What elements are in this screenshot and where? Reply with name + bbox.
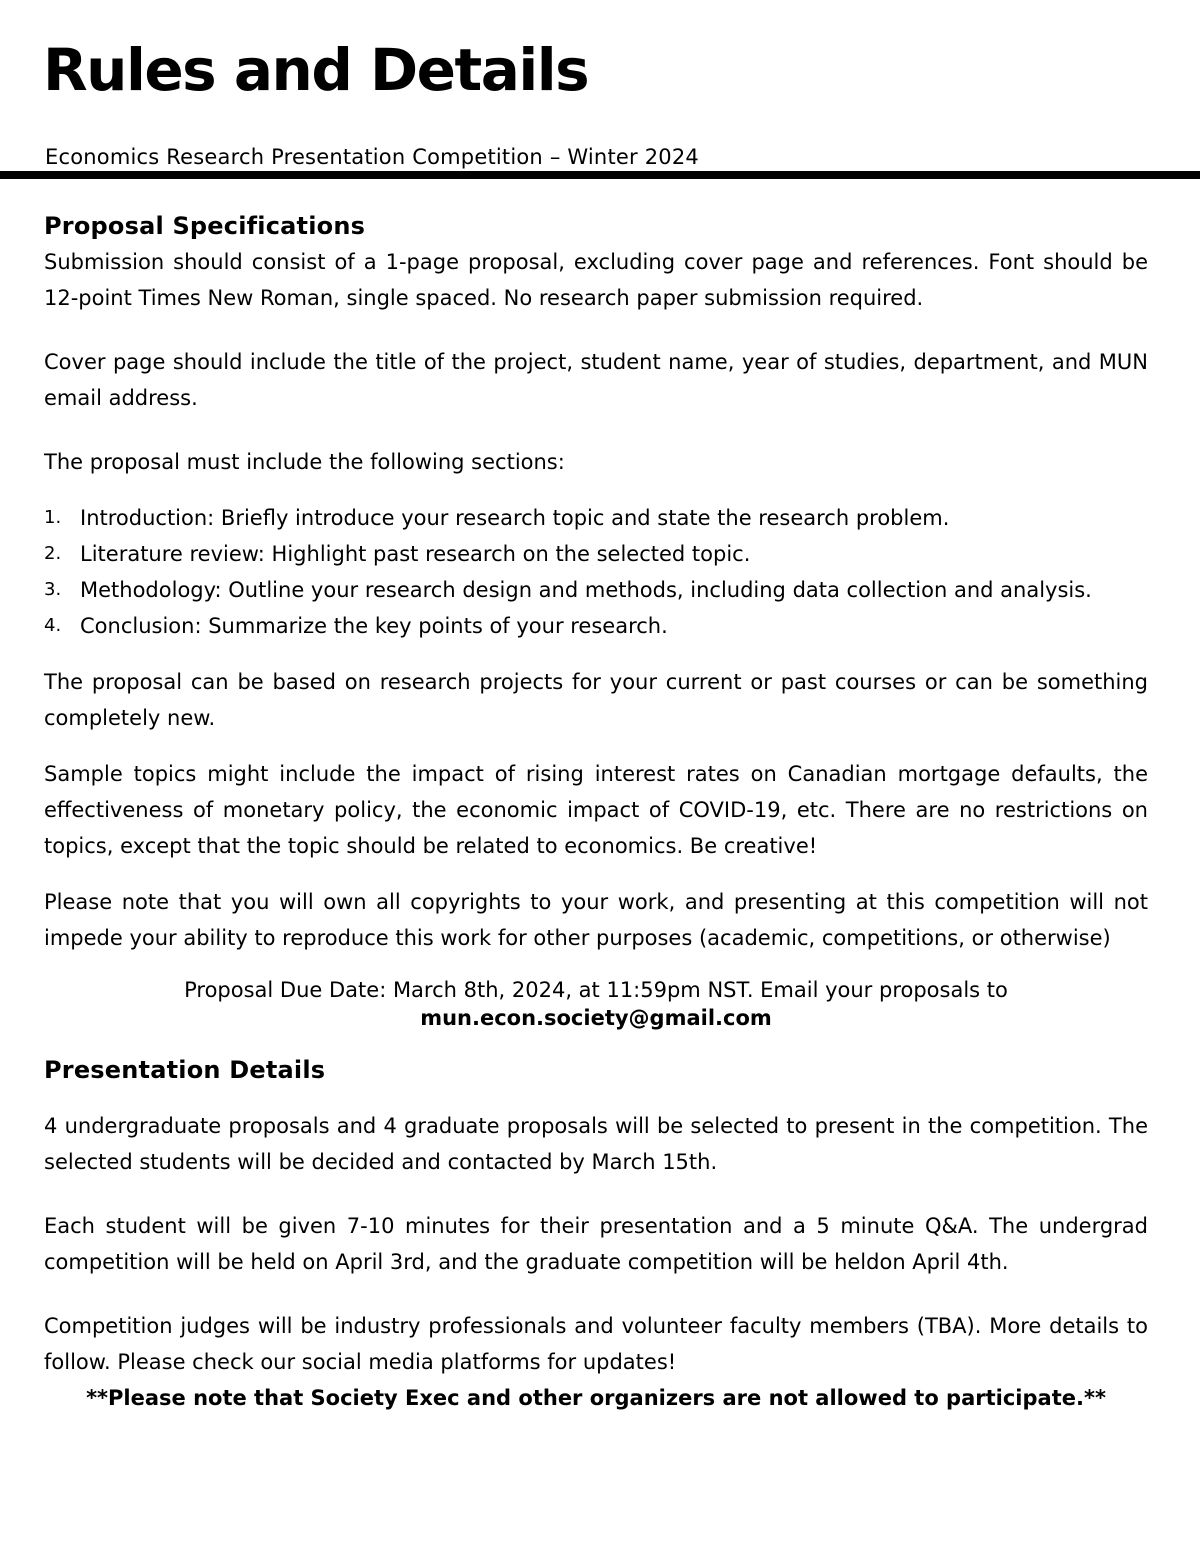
presentation-paragraph-format: Each student will be given 7-10 minutes for their presentation and a 5 minute Q&A. The undergrad competition will be held on April 3rd, and the graduate competition will be heldon April 4th. bbox=[44, 1214, 1148, 1274]
list-item bbox=[44, 500, 1148, 536]
list-item bbox=[44, 572, 1148, 608]
proposal-paragraph-cover-page: Cover page should include the title of the project, student name, year of studies, department, and MUN email address. bbox=[44, 350, 1148, 410]
list-item-text: Methodology: Outline your research design and methods, including data collection and analysis. bbox=[80, 578, 1092, 602]
page-title: Rules and Details bbox=[43, 36, 589, 104]
list-item-text: Conclusion: Summarize the key points of your research. bbox=[80, 614, 668, 638]
email-address[interactable]: mun.econ.society@gmail.com bbox=[420, 1006, 772, 1030]
page-subtitle: Economics Research Presentation Competition – Winter 2024 bbox=[45, 145, 699, 169]
presentation-paragraph-selection: 4 undergraduate proposals and 4 graduate proposals will be selected to present in the competition. The selected students will be decided and contacted by March 15th. bbox=[44, 1114, 1148, 1174]
due-date-text: Proposal Due Date: March 8th, 2024, at 11:59pm NST. Email your proposals to bbox=[184, 978, 1008, 1002]
list-item-number: 2. bbox=[44, 543, 62, 564]
document-body bbox=[44, 208, 1148, 1416]
presentation-paragraph-judges: Competition judges will be industry professionals and volunteer faculty members (TBA). More details to follow. Please check our social media platforms for updates! bbox=[44, 1314, 1148, 1374]
list-item bbox=[44, 536, 1148, 572]
proposal-paragraph-submission: Submission should consist of a 1-page proposal, excluding cover page and references. Font should be 12-point Times New Roman, single spaced. No research paper submission required. bbox=[44, 250, 1148, 310]
proposal-sections-list bbox=[44, 500, 1148, 644]
list-item-number: 1. bbox=[44, 507, 62, 528]
list-item-number: 4. bbox=[44, 615, 62, 636]
list-item-text: Literature review: Highlight past research on the selected topic. bbox=[80, 542, 751, 566]
presentation-heading: Presentation Details bbox=[44, 1056, 326, 1084]
list-item-text: Introduction: Briefly introduce your research topic and state the research problem. bbox=[80, 506, 950, 530]
list-item-number: 3. bbox=[44, 579, 62, 600]
proposal-paragraph-copyright: Please note that you will own all copyrights to your work, and presenting at this competition will not impede your ability to reproduce this work for other purposes (academic, competitions, or otherwise) bbox=[44, 890, 1148, 950]
due-date-block bbox=[44, 976, 1148, 1032]
proposal-heading: Proposal Specifications bbox=[44, 212, 366, 240]
proposal-paragraph-sections-intro: The proposal must include the following sections: bbox=[44, 450, 565, 474]
proposal-paragraph-sample-topics: Sample topics might include the impact of rising interest rates on Canadian mortgage defaults, the effectiveness of monetary policy, the economic impact of COVID-19, etc. There are no restrictions on topics, except that the topic should be related to economics. Be creative! bbox=[44, 762, 1148, 858]
participation-note: **Please note that Society Exec and other organizers are not allowed to participate.** bbox=[86, 1386, 1106, 1410]
header-divider bbox=[0, 171, 1200, 179]
proposal-paragraph-projects: The proposal can be based on research projects for your current or past courses or can be something completely new. bbox=[44, 670, 1148, 730]
list-item bbox=[44, 608, 1148, 644]
